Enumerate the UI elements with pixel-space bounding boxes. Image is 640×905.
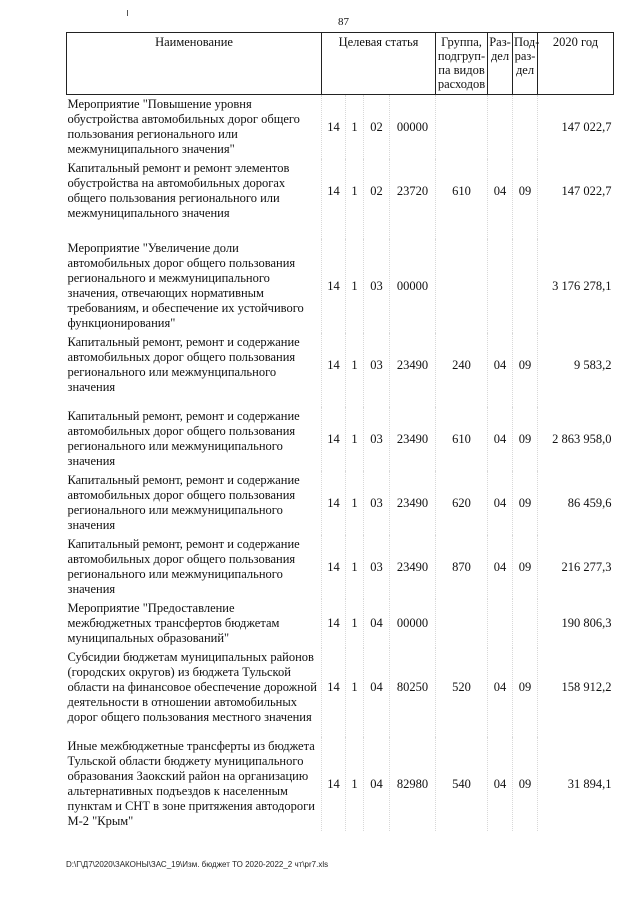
- section-code: 04: [488, 535, 513, 599]
- target-article-code: 82980: [390, 737, 436, 831]
- target-article-event: 02: [364, 95, 390, 160]
- target-article-event: 03: [364, 471, 390, 535]
- target-article-code: 23490: [390, 333, 436, 407]
- target-article-event: 04: [364, 737, 390, 831]
- target-article-subprogram: 1: [346, 95, 364, 160]
- row-name: Субсидии бюджетам муниципальных районов (городских округов) из бюджета Тульской области на финансовое обеспечение дорожной деятельности в отношении автомобильных дорог общего пользования местного значения: [67, 650, 317, 724]
- file-path-footer: D:\Г\Д7\2020\ЗАКОНЫ\ЗАС_19\Изм. бюджет ТО 2020-2022_2 чт\pr7.xls: [66, 860, 329, 869]
- target-article-program: 14: [322, 648, 346, 737]
- target-article-program: 14: [322, 333, 346, 407]
- header-year: 2020 год: [538, 33, 614, 95]
- target-article-program: 14: [322, 471, 346, 535]
- row-name: Мероприятие "Повышение уровня обустройства автомобильных дорог общего пользования регионального или межмуниципального значения": [67, 97, 300, 156]
- target-article-subprogram: 1: [346, 239, 364, 333]
- expense-group: 620: [436, 471, 488, 535]
- row-name: Мероприятие "Предоставление межбюджетных трансфертов бюджетам муниципальных образований": [67, 601, 280, 645]
- target-article-event: 02: [364, 159, 390, 239]
- expense-group: 520: [436, 648, 488, 737]
- section-code: [488, 239, 513, 333]
- table-row: [67, 407, 614, 471]
- target-article-event: 03: [364, 239, 390, 333]
- row-name: Капитальный ремонт и ремонт элементов обустройства на автомобильных дорогах общего пользования регионального или межмуниципального значения: [67, 161, 290, 220]
- amount-2020: 190 806,3: [538, 599, 614, 648]
- table-row: [67, 471, 614, 535]
- subsection-code: 09: [513, 159, 538, 239]
- target-article-code: 00000: [390, 239, 436, 333]
- table-row: [67, 159, 614, 239]
- header-section: Раз-дел: [488, 33, 513, 95]
- target-article-subprogram: 1: [346, 599, 364, 648]
- row-name: Капитальный ремонт, ремонт и содержание автомобильных дорог общего пользования регионального или межмуниципального значения: [67, 537, 300, 596]
- scan-mark: [127, 10, 128, 16]
- expense-group: 610: [436, 407, 488, 471]
- target-article-code: 00000: [390, 599, 436, 648]
- target-article-program: 14: [322, 737, 346, 831]
- expense-group: 240: [436, 333, 488, 407]
- section-code: 04: [488, 737, 513, 831]
- subsection-code: 09: [513, 648, 538, 737]
- table-body: [67, 95, 614, 832]
- target-article-subprogram: 1: [346, 159, 364, 239]
- table-row: [67, 648, 614, 737]
- target-article-event: 03: [364, 535, 390, 599]
- section-code: 04: [488, 333, 513, 407]
- expense-group: [436, 239, 488, 333]
- row-name: Капитальный ремонт, ремонт и содержание автомобильных дорог общего пользования регионального или межмуниципального значения: [67, 409, 300, 468]
- subsection-code: [513, 599, 538, 648]
- expense-group: 540: [436, 737, 488, 831]
- target-article-program: 14: [322, 95, 346, 160]
- target-article-subprogram: 1: [346, 471, 364, 535]
- target-article-code: 23490: [390, 535, 436, 599]
- amount-2020: 147 022,7: [538, 159, 614, 239]
- table-row: [67, 535, 614, 599]
- subsection-code: 09: [513, 407, 538, 471]
- table-row: [67, 599, 614, 648]
- table-row: [67, 333, 614, 407]
- target-article-program: 14: [322, 599, 346, 648]
- subsection-code: [513, 95, 538, 160]
- target-article-subprogram: 1: [346, 737, 364, 831]
- subsection-code: 09: [513, 471, 538, 535]
- target-article-event: 03: [364, 333, 390, 407]
- expense-group: [436, 95, 488, 160]
- amount-2020: 9 583,2: [538, 333, 614, 407]
- amount-2020: 86 459,6: [538, 471, 614, 535]
- page-number: 87: [338, 16, 349, 28]
- section-code: 04: [488, 471, 513, 535]
- amount-2020: 31 894,1: [538, 737, 614, 831]
- target-article-program: 14: [322, 407, 346, 471]
- target-article-code: 23490: [390, 471, 436, 535]
- target-article-code: 00000: [390, 95, 436, 160]
- header-name: Наименование: [67, 33, 322, 95]
- row-name: Иные межбюджетные трансферты из бюджета Тульской области бюджету муниципального образования Заокский район на организацию альтернативных подъездов к населенным пунктам и СНТ в зоне притяжения автодороги М-2 "Крым": [67, 739, 315, 828]
- subsection-code: [513, 239, 538, 333]
- subsection-code: 09: [513, 333, 538, 407]
- target-article-code: 80250: [390, 648, 436, 737]
- expense-group: [436, 599, 488, 648]
- amount-2020: 3 176 278,1: [538, 239, 614, 333]
- target-article-code: 23490: [390, 407, 436, 471]
- amount-2020: 2 863 958,0: [538, 407, 614, 471]
- amount-2020: 216 277,3: [538, 535, 614, 599]
- table-row: [67, 95, 614, 160]
- target-article-program: 14: [322, 159, 346, 239]
- target-article-subprogram: 1: [346, 648, 364, 737]
- target-article-subprogram: 1: [346, 333, 364, 407]
- expense-group: 610: [436, 159, 488, 239]
- target-article-code: 23720: [390, 159, 436, 239]
- target-article-program: 14: [322, 239, 346, 333]
- table-row: [67, 737, 614, 831]
- header-group: Группа, подгруп-па видов расходов: [436, 33, 488, 95]
- amount-2020: 158 912,2: [538, 648, 614, 737]
- expense-group: 870: [436, 535, 488, 599]
- section-code: 04: [488, 648, 513, 737]
- section-code: 04: [488, 159, 513, 239]
- row-name: Капитальный ремонт, ремонт и содержание автомобильных дорог общего пользования регионального или межмунципального значения: [67, 335, 300, 394]
- table-header-row: [67, 33, 614, 95]
- target-article-program: 14: [322, 535, 346, 599]
- target-article-subprogram: 1: [346, 535, 364, 599]
- row-name: Капитальный ремонт, ремонт и содержание автомобильных дорог общего пользования регионального или межмуниципального значения: [67, 473, 300, 532]
- header-subsection: Под-раз-дел: [513, 33, 538, 95]
- section-code: [488, 95, 513, 160]
- subsection-code: 09: [513, 535, 538, 599]
- section-code: [488, 599, 513, 648]
- target-article-subprogram: 1: [346, 407, 364, 471]
- section-code: 04: [488, 407, 513, 471]
- header-target-article: Целевая статья: [322, 33, 436, 95]
- subsection-code: 09: [513, 737, 538, 831]
- target-article-event: 03: [364, 407, 390, 471]
- row-name: Мероприятие "Увеличение доли автомобильных дорог общего пользования регионального и межмуниципального значения, отвечающих нормативным требованиям, и обеспечение их устойчивого функционирования": [67, 241, 304, 330]
- target-article-event: 04: [364, 599, 390, 648]
- budget-table: [66, 32, 614, 831]
- target-article-event: 04: [364, 648, 390, 737]
- table-row: [67, 239, 614, 333]
- amount-2020: 147 022,7: [538, 95, 614, 160]
